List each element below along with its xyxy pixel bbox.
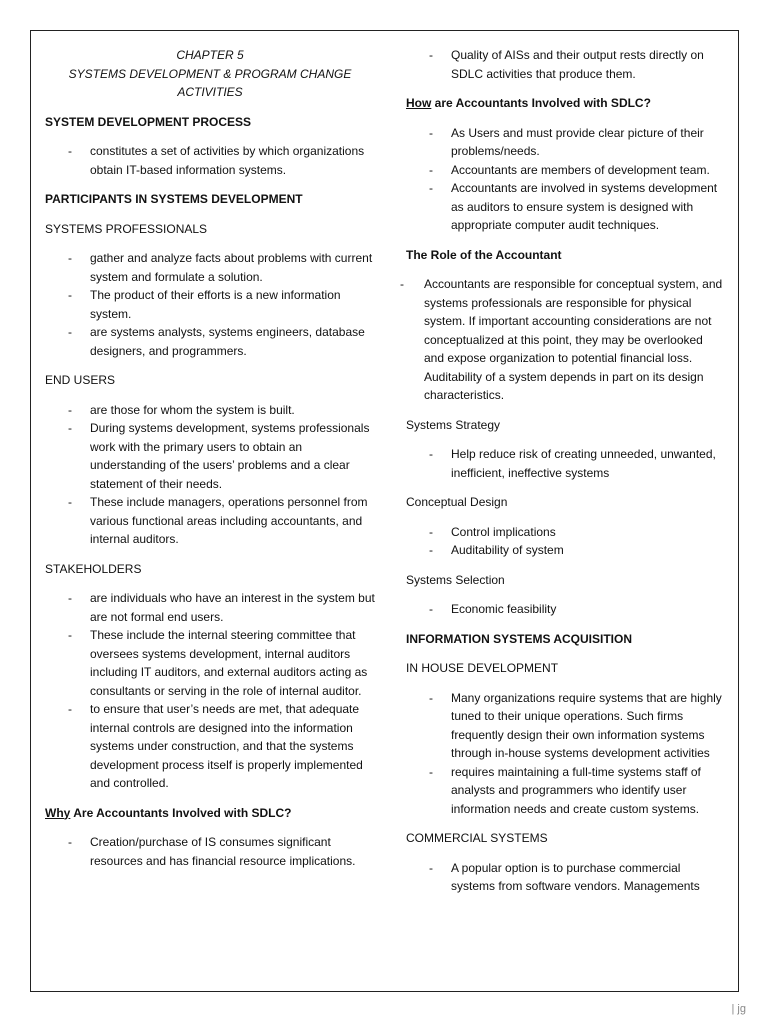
bullet-list [406,46,726,83]
bullet-list [406,523,726,560]
page-footer: | jg [731,1002,746,1015]
list-item: - During systems development, systems professionals work with the primary users to obtain an understanding of the users’ problems and a clear statement of their needs. [45,419,375,493]
subsection-heading: IN HOUSE DEVELOPMENT [406,661,559,675]
list-item: - These include the internal steering committee that oversees systems development, internal auditors including IT auditors, and external auditors acting as consultants or serving in the role of internal auditor. [45,626,375,700]
bullet-list [406,445,726,482]
heading-text: are Accountants Involved with SDLC? [431,96,651,110]
list-item: - Quality of AISs and their output rests directly on SDLC activities that produce them. [406,46,726,83]
list-item: - Auditability of system [406,541,726,560]
bullet-list [406,124,726,235]
bullet-list [45,589,375,793]
subsection-heading: SYSTEMS PROFESSIONALS [45,221,208,236]
list-item: - are systems analysts, systems engineers, database designers, and programmers. [45,323,375,360]
list-item: - A popular option is to purchase commercial systems from software vendors. Managements [406,859,726,896]
list-item: - gather and analyze facts about problems with current system and formulate a solution. [45,249,375,286]
heading-text: Are Accountants Involved with SDLC? [70,805,292,820]
section-heading: The Role of the Accountant [406,247,562,262]
list-item: - requires maintaining a full-time systems staff of analysts and programmers who identify user information needs and create custom systems. [406,763,726,819]
subsection-heading: STAKEHOLDERS [45,561,142,576]
subsection-heading: END USERS [45,373,116,387]
underlined-word: How [406,96,432,110]
section-heading: INFORMATION SYSTEMS ACQUISITION [406,631,633,646]
left-column [45,46,375,881]
section-heading: PARTICIPANTS IN SYSTEMS DEVELOPMENT [45,192,303,206]
list-item: - Creation/purchase of IS consumes significant resources and has financial resource implications. [45,833,375,870]
bullet-list [406,600,726,619]
list-item: - are those for whom the system is built. [45,401,375,420]
list-item: - to ensure that user’s needs are met, that adequate internal controls are designed into the information systems under construction, and that the systems development process itself is properly implemented and controlled. [45,700,375,793]
chapter-number: CHAPTER 5 [176,48,244,62]
underlined-word: Why [45,805,71,820]
bullet-list [406,859,726,896]
bullet-list [45,401,375,549]
subsection-heading: Systems Selection [406,572,505,587]
list-item: - Accountants are members of development team. [406,161,726,180]
bullet-list [406,689,726,819]
list-item: - constitutes a set of activities by which organizations obtain IT-based information systems. [45,142,375,179]
chapter-title [45,46,375,102]
subsection-heading: Systems Strategy [406,417,501,432]
list-item: - Many organizations require systems that are highly tuned to their unique operations. Such firms frequently design their own information systems through in-house systems development activities [406,689,726,763]
chapter-title-line: SYSTEMS DEVELOPMENT & PROGRAM CHANGE [68,66,352,81]
list-item: - Economic feasibility [406,600,726,619]
list-item: - The product of their efforts is a new information system. [45,286,375,323]
bullet-list [45,249,375,360]
subsection-heading: Conceptual Design [406,495,508,509]
list-item: - Help reduce risk of creating unneeded, unwanted, inefficient, ineffective systems [406,445,726,482]
list-item: - These include managers, operations personnel from various functional areas including accountants, and internal auditors. [45,493,375,549]
section-heading [406,94,726,113]
bullet-list [45,833,375,870]
list-item: - are individuals who have an interest in the system but are not formal end users. [45,589,375,626]
subsection-heading: COMMERCIAL SYSTEMS [406,831,548,845]
page-frame [30,30,739,992]
list-item: - As Users and must provide clear picture of their problems/needs. [406,124,726,161]
role-paragraph: - Accountants are responsible for conceptual system, and systems professionals are responsible for physical system. If important accounting considerations are not conceptualized at this point, they may be overlooked and expose organization to potential financial loss. Auditability of a system depends in part on its design characteristics. [406,275,726,405]
list-item: - Accountants are involved in systems development as auditors to ensure system is designed with appropriate computer audit techniques. [406,179,726,235]
bullet-list [45,142,375,179]
section-heading: SYSTEM DEVELOPMENT PROCESS [45,114,252,129]
section-heading [45,804,375,823]
right-column [406,46,726,907]
list-item: - Control implications [406,523,726,542]
chapter-title-line: ACTIVITIES [177,85,243,99]
